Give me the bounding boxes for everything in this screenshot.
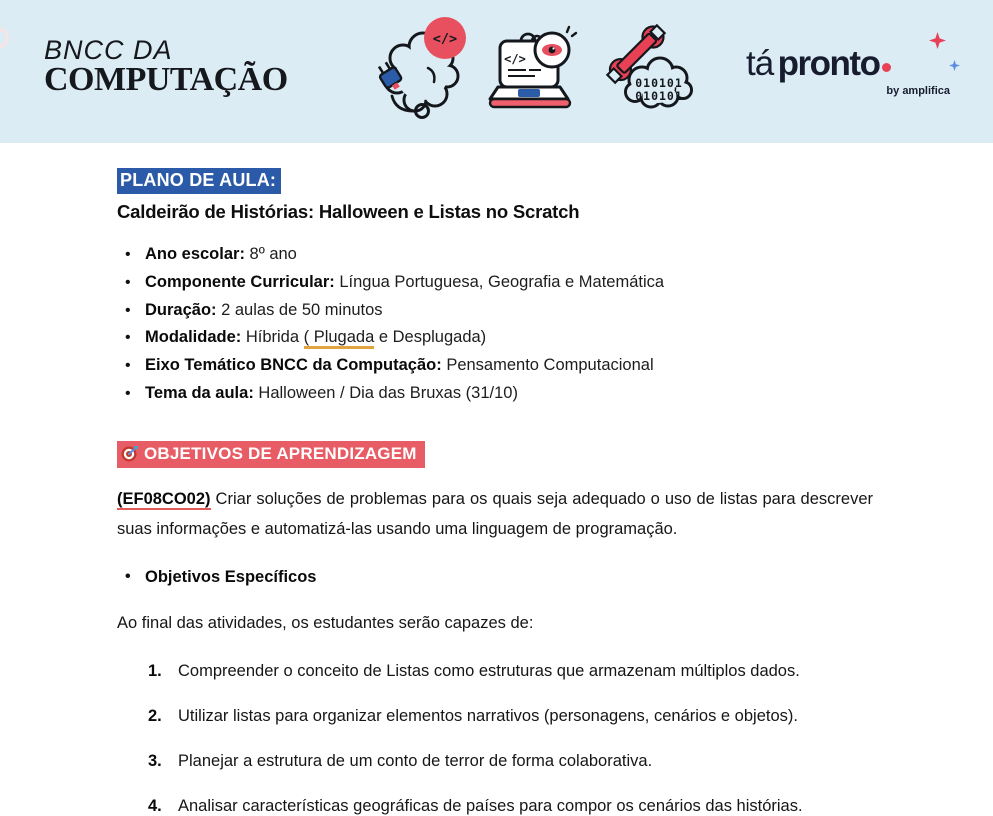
goal-text: Planejar a estrutura de um conto de terror de forma colaborativa.	[178, 751, 653, 770]
goal-item-1	[117, 661, 873, 681]
goal-number: 3.	[148, 751, 162, 770]
goal-text: Compreender o conceito de Listas como estruturas que armazenam múltiplos dados.	[178, 661, 800, 680]
wrench-binary-icon	[602, 24, 700, 110]
meta-item-eixo-tematico	[117, 356, 873, 375]
laptop-code-glyph: </>	[504, 52, 526, 66]
lesson-meta-list	[117, 245, 873, 403]
meta-item-componente	[117, 273, 873, 292]
skill-code-ef08co02: (EF08CO02)	[117, 489, 211, 508]
bncc-logo-line1: BNCC DA	[44, 35, 173, 65]
dart-target-icon	[121, 445, 138, 462]
objective-text: Criar soluções de problemas para os quais seja adequado o uso de listas para descrever suas informações e automatizá-las usando uma linguagem de programação.	[117, 489, 873, 538]
goal-item-3	[117, 751, 873, 771]
by-amplifica-text: by amplifica	[886, 85, 950, 97]
meta-value: 8º ano	[244, 245, 297, 263]
meta-label: Ano escolar:	[145, 245, 245, 263]
tapronto-logo	[746, 44, 952, 97]
laptop-code-icon	[488, 24, 580, 114]
meta-label: Modalidade:	[145, 328, 242, 347]
meta-item-modalidade	[117, 328, 873, 347]
meta-value: e Desplugada)	[374, 328, 487, 347]
red-sparkle-icon	[929, 32, 946, 49]
binary-line-2: 010101	[635, 89, 683, 103]
meta-value: Pensamento Computacional	[441, 356, 654, 375]
bncc-logo	[44, 36, 288, 98]
tapronto-wordmark	[746, 44, 952, 84]
grammar-check-underline: ( Plugada	[304, 328, 375, 349]
goal-number: 2.	[148, 706, 162, 725]
plano-de-aula-kicker: PLANO DE AULA:	[117, 168, 281, 194]
red-dot	[882, 63, 891, 72]
objective-paragraph	[117, 484, 873, 544]
goal-text: Utilizar listas para organizar elementos narrativos (personagens, cenários e objetos).	[178, 706, 798, 725]
goals-list	[117, 661, 873, 816]
meta-value: Híbrida	[241, 328, 304, 347]
goal-number: 1.	[148, 661, 162, 680]
meta-label: Duração:	[145, 300, 217, 319]
specific-objectives-list	[117, 568, 873, 587]
binary-line-1: 010101	[635, 76, 683, 90]
ta-text: tá	[746, 44, 774, 83]
objectives-section-banner	[117, 441, 425, 468]
lesson-title: Caldeirão de Histórias: Halloween e Listas no Scratch	[117, 201, 580, 222]
meta-item-ano-escolar	[117, 245, 873, 264]
meta-label: Eixo Temático BNCC da Computação:	[145, 356, 442, 375]
bncc-logo-line2: COMPUTAÇÃO	[44, 61, 288, 98]
goal-text: Analisar características geográficas de países para compor os cenários das histórias.	[178, 796, 803, 815]
meta-value: 2 aulas de 50 minutos	[216, 300, 383, 319]
goals-intro-text: Ao final das atividades, os estudantes serão capazes de:	[117, 613, 534, 632]
brand-header	[0, 0, 993, 143]
brain-plug-icon	[372, 16, 467, 126]
meta-item-duracao	[117, 301, 873, 320]
goal-number: 4.	[148, 796, 162, 815]
brain-code-glyph: </>	[432, 31, 458, 47]
goal-item-4	[117, 796, 873, 816]
blue-sparkle-icon	[949, 60, 960, 71]
specific-objectives-heading: • Objetivos Específicos	[117, 568, 873, 587]
meta-value: Língua Portuguesa, Geografia e Matemática	[334, 272, 665, 291]
meta-value: Halloween / Dia das Bruxas (31/10)	[253, 383, 518, 402]
meta-label: Componente Curricular:	[145, 272, 335, 291]
document-page[interactable]	[0, 143, 993, 815]
edge-circle-decoration	[0, 28, 9, 48]
meta-label: Tema da aula:	[145, 383, 254, 402]
meta-item-tema-da-aula	[117, 384, 873, 403]
banner-title: OBJETIVOS DE APRENDIZAGEM	[144, 443, 417, 463]
pronto-text: pronto	[777, 44, 880, 83]
goal-item-2	[117, 706, 873, 726]
